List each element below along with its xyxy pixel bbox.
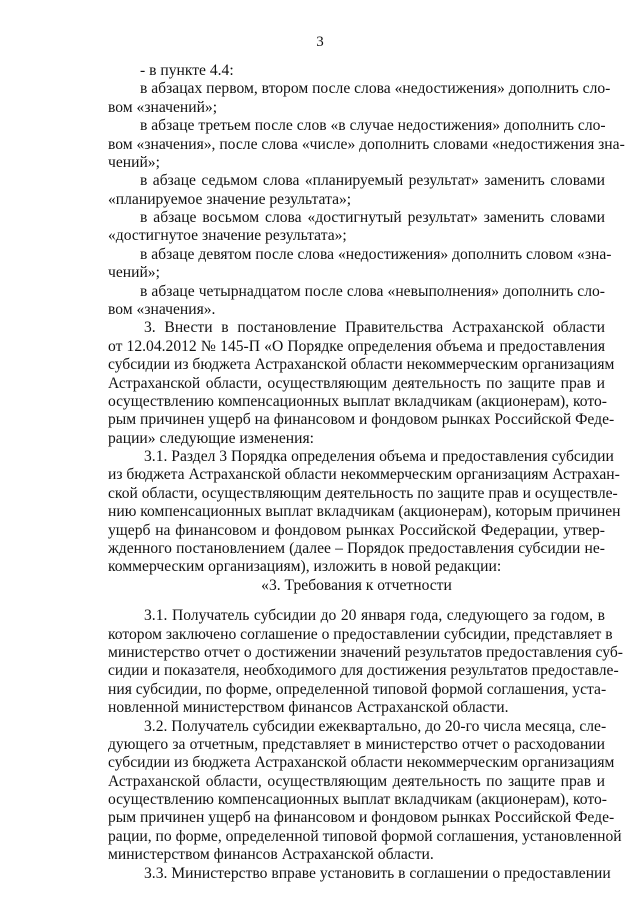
- text-line: осуществлению компенсационных выплат вкладчикам (акционерам), кото-: [108, 393, 607, 410]
- text-line: коммерческим организациям), изложить в новой редакции:: [108, 558, 502, 575]
- text-line: 3.2. Получатель субсидии ежеквартально, до 20-го числа месяца, сле-: [144, 718, 607, 735]
- text-line: 3.1. Получатель субсидии до 20 января года, следующего за годом, в: [144, 607, 605, 624]
- text-line: вом «значения», после слова «числе» дополнить словами «недостижения зна-: [108, 136, 625, 153]
- text-line: Астраханской области, осуществляющим деятельность по защите прав и: [108, 773, 605, 790]
- text-line: сидии и показателя, необходимого для достижения результатов предоставле-: [108, 662, 619, 679]
- text-line: котором заключено соглашение о предоставлении субсидии, представляет в: [108, 626, 613, 643]
- text-line: из бюджета Астраханской области некоммерческим организациям Астрахан-: [108, 466, 620, 483]
- text-line: ущерб на финансовом и фондовом рынках Российской Федерации, утвер-: [108, 522, 605, 539]
- text-line: рации, по форме, определенной типовой формой соглашения, установленной: [108, 828, 622, 845]
- text-line: нию компенсационных выплат вкладчикам (акционерам), которым причинен: [108, 503, 621, 520]
- text-line: в абзаце восьмом слова «достигнутый результат» заменить словами: [140, 209, 605, 226]
- text-line: жденного постановлением (далее – Порядок предоставления субсидии не-: [108, 540, 605, 557]
- text-line: министерство отчет о достижении значений результатов предоставления суб-: [108, 644, 623, 661]
- text-line: в абзаце четырнадцатом после слова «невыполнения» дополнить сло-: [140, 283, 605, 300]
- text-line: осуществлению компенсационных выплат вкладчикам (акционерам), кото-: [108, 791, 607, 808]
- text-line: 3.1. Раздел 3 Порядка определения объема и предоставления субсидии: [144, 448, 614, 465]
- text-line: дующего за отчетным, представляет в министерство отчет о расходовании: [108, 736, 605, 753]
- text-line: министерством финансов Астраханской области.: [108, 846, 434, 863]
- text-line: чений»;: [108, 264, 160, 281]
- text-line: от 12.04.2012 № 145-П «О Порядке определения объема и предоставления: [108, 338, 605, 355]
- text-line: - в пункте 4.4:: [140, 62, 234, 79]
- text-line: «достигнутое значение результата»;: [108, 227, 347, 244]
- text-line: 3. Внести в постановление Правительства Астраханской области: [144, 319, 605, 336]
- section-heading: «3. Требования к отчетности: [261, 577, 452, 594]
- text-line: ской области, осуществляющим деятельность по защите прав и осуществле-: [108, 485, 618, 502]
- text-line: в абзацах первом, втором после слова «недостижения» дополнить сло-: [140, 80, 611, 97]
- text-line: субсидии из бюджета Астраханской области некоммерческим организациям: [108, 356, 615, 373]
- text-line: новленной министерством финансов Астраханской области.: [108, 699, 509, 716]
- text-line: чений»;: [108, 154, 160, 171]
- text-line: вом «значений»;: [108, 99, 218, 116]
- text-line: в абзаце седьмом слова «планируемый результат» заменить словами: [140, 172, 605, 189]
- text-line: 3.3. Министерство вправе установить в соглашении о предоставлении: [144, 865, 611, 882]
- text-line: «планируемое значение результата»;: [108, 191, 352, 208]
- text-line: в абзаце девятом после слова «недостижения» дополнить словом «зна-: [140, 246, 612, 263]
- text-line: рым причинен ущерб на финансовом и фондовом рынках Российской Феде-: [108, 411, 615, 428]
- text-line: Астраханской области, осуществляющим деятельность по защите прав и: [108, 375, 605, 392]
- text-line: в абзаце третьем после слов «в случае недостижения» дополнить сло-: [140, 117, 606, 134]
- page-number: 3: [316, 34, 324, 50]
- text-line: рым причинен ущерб на финансовом и фондовом рынках Российской Феде-: [108, 809, 615, 826]
- text-line: рации» следующие изменения:: [108, 430, 314, 447]
- text-line: вом «значения».: [108, 301, 216, 318]
- text-line: ния субсидии, по форме, определенной типовой формой соглашения, уста-: [108, 681, 607, 698]
- text-line: субсидии из бюджета Астраханской области некоммерческим организациям: [108, 754, 615, 771]
